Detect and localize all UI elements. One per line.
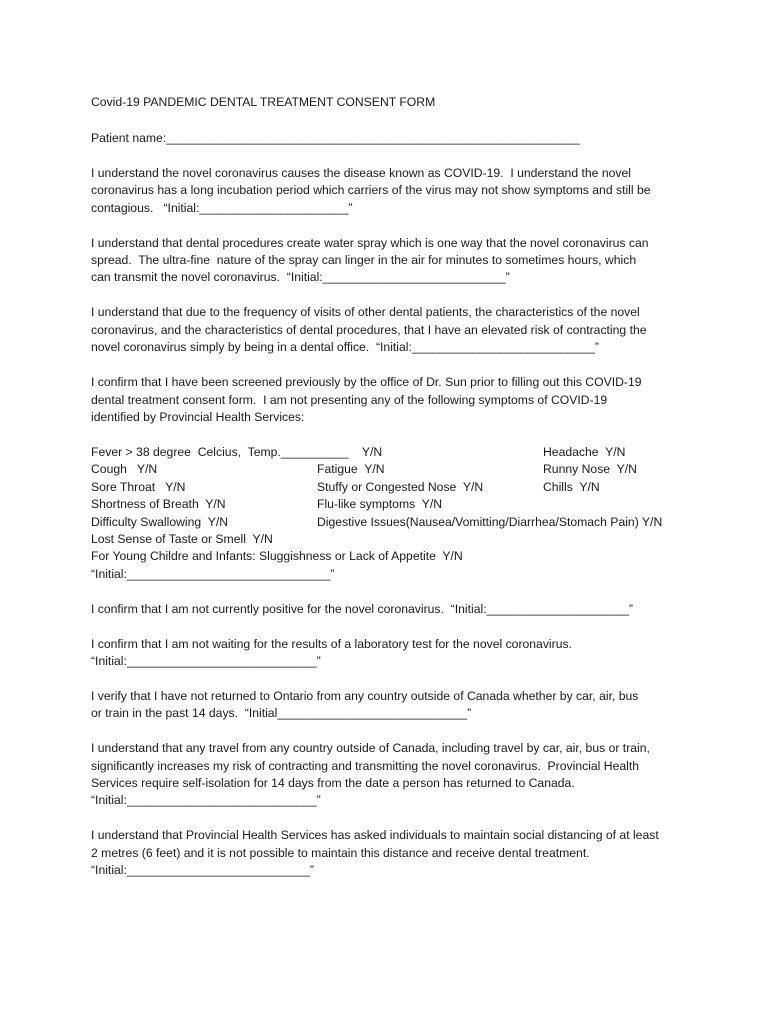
paragraph-social-distancing [91, 827, 691, 879]
symptom-shortness-of-breath[interactable]: Shortness of Breath Y/N [91, 497, 226, 512]
symptom-cough[interactable]: Cough Y/N [91, 462, 158, 477]
consent-form [91, 94, 691, 880]
initial-field[interactable]: contagious. “Initial:______________________” [91, 200, 353, 215]
paragraph-line: Services require self-isolation for 14 days from the date a person has returned to Canada. [91, 776, 575, 791]
paragraph-line: significantly increases my risk of contracting and transmitting the novel coronavirus. Provincial Health [91, 758, 640, 773]
initial-field[interactable]: novel coronavirus simply by being in a dental office. “Initial:___________________________” [91, 340, 599, 355]
paragraph-line: I understand the novel coronavirus causes the disease known as COVID-19. I understand the novel [91, 165, 631, 180]
symptom-checklist [91, 444, 691, 583]
paragraph-line: I confirm that I am not waiting for the results of a laboratory test for the novel coronavirus. [91, 636, 572, 651]
paragraph-water-spray [91, 235, 691, 287]
symptom-fatigue[interactable]: Fatigue Y/N [317, 462, 385, 477]
paragraph-line: dental treatment consent form. I am not presenting any of the following symptoms of COVID-19 [91, 392, 608, 407]
paragraph-incubation [91, 165, 691, 217]
symptom-sore-throat[interactable]: Sore Throat Y/N [91, 479, 186, 494]
symptom-chills[interactable]: Chills Y/N [543, 479, 600, 494]
paragraph-line: 2 metres (6 feet) and it is not possible to maintain this distance and receive dental treatment. [91, 845, 590, 860]
paragraph-line: I understand that dental procedures create water spray which is one way that the novel coronavirus can [91, 235, 649, 250]
paragraph-elevated-risk [91, 304, 691, 356]
symptom-difficulty-swallowing[interactable]: Difficulty Swallowing Y/N [91, 514, 229, 529]
initial-field[interactable]: can transmit the novel coronavirus. “Initial:___________________________” [91, 270, 510, 285]
paragraph-line: coronavirus has a long incubation period which carriers of the virus may not show symptoms and still be [91, 183, 651, 198]
symptom-headache[interactable]: Headache Y/N [543, 444, 626, 459]
symptom-runny-nose[interactable]: Runny Nose Y/N [543, 462, 637, 477]
symptom-digestive-issues[interactable]: Digestive Issues(Nausea/Vomitting/Diarrhea/Stomach Pain) Y/N [317, 514, 663, 529]
initial-field[interactable]: I confirm that I am not currently positive for the novel coronavirus. “Initial:_____________________” [91, 601, 633, 616]
initial-field[interactable]: “Initial:____________________________” [91, 653, 321, 668]
initial-field[interactable]: “Initial:______________________________” [91, 566, 335, 581]
paragraph-line: identified by Provincial Health Services: [91, 409, 305, 424]
symptom-stuffy-nose[interactable]: Stuffy or Congested Nose Y/N [317, 479, 484, 494]
symptom-flu-like[interactable]: Flu-like symptoms Y/N [317, 497, 443, 512]
symptom-lost-taste-smell[interactable]: Lost Sense of Taste or Smell Y/N [91, 531, 273, 546]
paragraph-travel-risk [91, 740, 691, 810]
paragraph-line: I verify that I have not returned to Ontario from any country outside of Canada whether by car, air, bus [91, 688, 639, 703]
paragraph-line: I confirm that I have been screened previously by the office of Dr. Sun prior to filling out this COVID-19 [91, 375, 642, 390]
paragraph-line: coronavirus, and the characteristics of dental procedures, that I have an elevated risk of contracting the [91, 322, 647, 337]
paragraph-screening [91, 374, 691, 426]
paragraph-line: I understand that Provincial Health Services has asked individuals to maintain social distancing of at least [91, 828, 659, 843]
paragraph-line: spread. The ultra-fine nature of the spray can linger in the air for minutes to sometimes hours, which [91, 253, 637, 268]
paragraph-line: I understand that any travel from any country outside of Canada, including travel by car, air, bus or train, [91, 741, 650, 756]
initial-field[interactable]: “Initial:____________________________” [91, 793, 321, 808]
paragraph-line: I understand that due to the frequency of visits of other dental patients, the characteristics of the novel [91, 305, 640, 320]
initial-field[interactable]: “Initial:___________________________” [91, 863, 314, 878]
paragraph-no-travel [91, 688, 691, 723]
paragraph-no-pending-test [91, 636, 691, 671]
paragraph-not-positive [91, 601, 691, 618]
form-title: Covid-19 PANDEMIC DENTAL TREATMENT CONSENT FORM [91, 95, 436, 109]
initial-field[interactable]: or train in the past 14 days. “Initial____________________________” [91, 706, 472, 721]
patient-name-field[interactable]: Patient name:_____________________________________________________________ [91, 130, 580, 145]
symptom-young-children[interactable]: For Young Childre and Infants: Sluggishness or Lack of Appetite Y/N [91, 549, 463, 564]
symptom-fever[interactable]: Fever > 38 degree Celcius, Temp.__________ Y/N [91, 444, 383, 459]
